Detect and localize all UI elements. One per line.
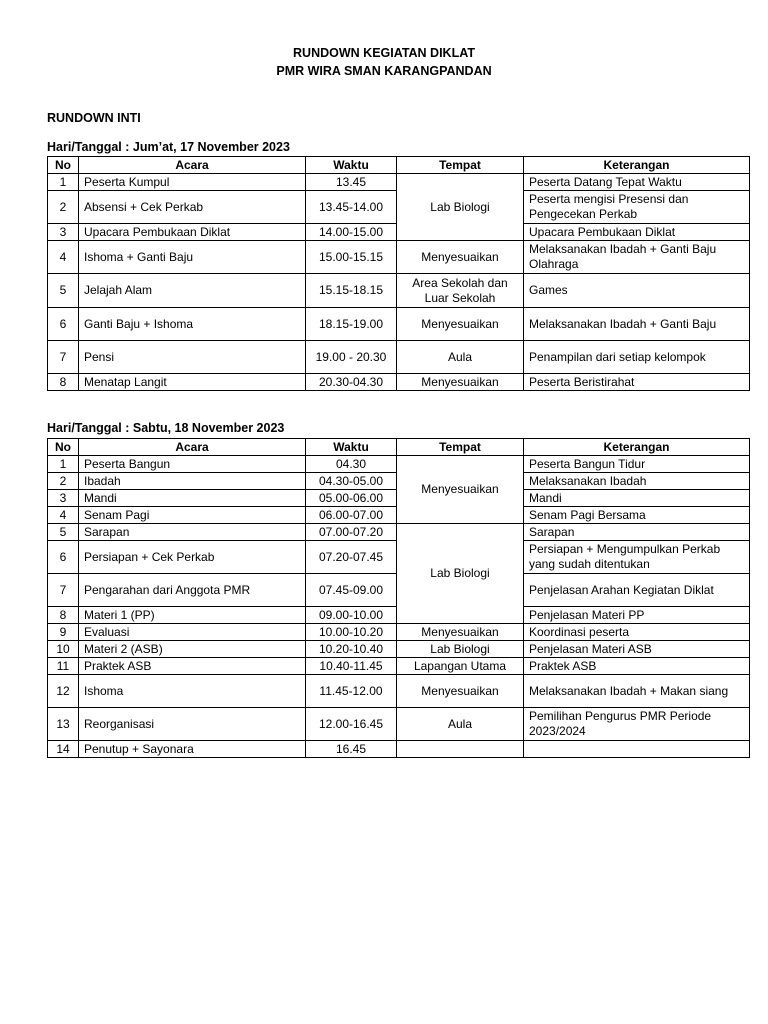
cell-keterangan: Senam Pagi Bersama bbox=[524, 507, 750, 524]
cell-waktu: 07.45-09.00 bbox=[306, 574, 397, 607]
cell-keterangan: Games bbox=[524, 274, 750, 308]
cell-tempat: Lab Biologi bbox=[397, 641, 524, 658]
cell-acara: Senam Pagi bbox=[79, 507, 306, 524]
cell-waktu: 13.45 bbox=[306, 174, 397, 191]
cell-no: 5 bbox=[48, 274, 79, 308]
cell-waktu: 10.00-10.20 bbox=[306, 624, 397, 641]
cell-acara: Ishoma bbox=[79, 675, 306, 708]
header-no: No bbox=[48, 157, 79, 174]
cell-waktu: 12.00-16.45 bbox=[306, 708, 397, 741]
cell-no: 2 bbox=[48, 191, 79, 224]
header-waktu: Waktu bbox=[306, 439, 397, 456]
cell-keterangan: Penjelasan Materi PP bbox=[524, 607, 750, 624]
cell-tempat: Menyesuaikan bbox=[397, 624, 524, 641]
cell-tempat: Aula bbox=[397, 341, 524, 374]
cell-acara: Peserta Bangun bbox=[79, 456, 306, 473]
cell-waktu: 06.00-07.00 bbox=[306, 507, 397, 524]
cell-keterangan: Peserta mengisi Presensi dan Pengecekan Perkab bbox=[524, 191, 750, 224]
table-row bbox=[48, 456, 750, 473]
cell-waktu: 16.45 bbox=[306, 741, 397, 758]
cell-keterangan: Melaksanakan Ibadah + Ganti Baju bbox=[524, 308, 750, 341]
day2-date-label: Hari/Tanggal : Sabtu, 18 November 2023 bbox=[47, 421, 285, 435]
cell-no: 6 bbox=[48, 308, 79, 341]
cell-tempat: Menyesuaikan bbox=[397, 374, 524, 391]
table-row bbox=[48, 658, 750, 675]
header-tempat: Tempat bbox=[397, 157, 524, 174]
day1-schedule-table bbox=[47, 156, 750, 391]
cell-acara: Menatap Langit bbox=[79, 374, 306, 391]
cell-tempat: Lab Biologi bbox=[397, 174, 524, 241]
header-keterangan: Keterangan bbox=[524, 439, 750, 456]
cell-waktu: 13.45-14.00 bbox=[306, 191, 397, 224]
cell-keterangan: Penjelasan Arahan Kegiatan Diklat bbox=[524, 574, 750, 607]
cell-no: 6 bbox=[48, 541, 79, 574]
document-title: RUNDOWN KEGIATAN DIKLAT bbox=[293, 46, 475, 60]
table-row bbox=[48, 675, 750, 708]
cell-keterangan: Sarapan bbox=[524, 524, 750, 541]
cell-tempat: Aula bbox=[397, 708, 524, 741]
cell-no: 9 bbox=[48, 624, 79, 641]
header-tempat: Tempat bbox=[397, 439, 524, 456]
cell-waktu: 19.00 - 20.30 bbox=[306, 341, 397, 374]
table-header-row bbox=[48, 157, 750, 174]
table-row bbox=[48, 241, 750, 274]
cell-no: 7 bbox=[48, 574, 79, 607]
cell-waktu: 05.00-06.00 bbox=[306, 490, 397, 507]
table-row bbox=[48, 174, 750, 191]
cell-keterangan: Mandi bbox=[524, 490, 750, 507]
cell-no: 14 bbox=[48, 741, 79, 758]
cell-acara: Evaluasi bbox=[79, 624, 306, 641]
day1-date-label: Hari/Tanggal : Jum’at, 17 November 2023 bbox=[47, 140, 290, 154]
cell-waktu: 07.20-07.45 bbox=[306, 541, 397, 574]
table-row bbox=[48, 341, 750, 374]
cell-acara: Sarapan bbox=[79, 524, 306, 541]
cell-acara: Materi 1 (PP) bbox=[79, 607, 306, 624]
document-subtitle: PMR WIRA SMAN KARANGPANDAN bbox=[276, 64, 492, 78]
table-row bbox=[48, 624, 750, 641]
header-acara: Acara bbox=[79, 439, 306, 456]
cell-waktu: 20.30-04.30 bbox=[306, 374, 397, 391]
header-no: No bbox=[48, 439, 79, 456]
cell-acara: Penutup + Sayonara bbox=[79, 741, 306, 758]
cell-waktu: 18.15-19.00 bbox=[306, 308, 397, 341]
cell-acara: Reorganisasi bbox=[79, 708, 306, 741]
cell-acara: Ishoma + Ganti Baju bbox=[79, 241, 306, 274]
header-keterangan: Keterangan bbox=[524, 157, 750, 174]
cell-waktu: 04.30 bbox=[306, 456, 397, 473]
cell-keterangan: Upacara Pembukaan Diklat bbox=[524, 224, 750, 241]
table-header-row bbox=[48, 439, 750, 456]
table-row bbox=[48, 524, 750, 541]
cell-keterangan: Melaksanakan Ibadah + Ganti Baju Olahraga bbox=[524, 241, 750, 274]
cell-tempat: Menyesuaikan bbox=[397, 675, 524, 708]
table-row bbox=[48, 708, 750, 741]
cell-waktu: 04.30-05.00 bbox=[306, 473, 397, 490]
cell-acara: Pensi bbox=[79, 341, 306, 374]
cell-keterangan: Melaksanakan Ibadah bbox=[524, 473, 750, 490]
cell-no: 12 bbox=[48, 675, 79, 708]
cell-keterangan: Melaksanakan Ibadah + Makan siang bbox=[524, 675, 750, 708]
cell-no: 10 bbox=[48, 641, 79, 658]
cell-tempat: Menyesuaikan bbox=[397, 456, 524, 524]
section-heading: RUNDOWN INTI bbox=[47, 111, 141, 125]
cell-keterangan: Praktek ASB bbox=[524, 658, 750, 675]
cell-waktu: 15.15-18.15 bbox=[306, 274, 397, 308]
cell-acara: Pengarahan dari Anggota PMR bbox=[79, 574, 306, 607]
cell-no: 13 bbox=[48, 708, 79, 741]
cell-no: 5 bbox=[48, 524, 79, 541]
cell-acara: Ibadah bbox=[79, 473, 306, 490]
cell-waktu: 09.00-10.00 bbox=[306, 607, 397, 624]
cell-no: 3 bbox=[48, 490, 79, 507]
cell-no: 3 bbox=[48, 224, 79, 241]
cell-waktu: 10.20-10.40 bbox=[306, 641, 397, 658]
cell-tempat: Lapangan Utama bbox=[397, 658, 524, 675]
cell-acara: Upacara Pembukaan Diklat bbox=[79, 224, 306, 241]
cell-no: 2 bbox=[48, 473, 79, 490]
cell-keterangan bbox=[524, 741, 750, 758]
cell-keterangan: Peserta Beristirahat bbox=[524, 374, 750, 391]
cell-acara: Materi 2 (ASB) bbox=[79, 641, 306, 658]
cell-no: 7 bbox=[48, 341, 79, 374]
cell-acara: Ganti Baju + Ishoma bbox=[79, 308, 306, 341]
cell-no: 8 bbox=[48, 607, 79, 624]
header-acara: Acara bbox=[79, 157, 306, 174]
cell-acara: Absensi + Cek Perkab bbox=[79, 191, 306, 224]
table-row bbox=[48, 641, 750, 658]
cell-acara: Persiapan + Cek Perkab bbox=[79, 541, 306, 574]
table-row bbox=[48, 308, 750, 341]
cell-acara: Peserta Kumpul bbox=[79, 174, 306, 191]
cell-tempat bbox=[397, 741, 524, 758]
cell-acara: Mandi bbox=[79, 490, 306, 507]
cell-waktu: 11.45-12.00 bbox=[306, 675, 397, 708]
day2-schedule-table bbox=[47, 438, 750, 758]
table-row bbox=[48, 741, 750, 758]
cell-acara: Praktek ASB bbox=[79, 658, 306, 675]
table-row bbox=[48, 274, 750, 308]
cell-acara: Jelajah Alam bbox=[79, 274, 306, 308]
cell-waktu: 14.00-15.00 bbox=[306, 224, 397, 241]
cell-keterangan: Peserta Datang Tepat Waktu bbox=[524, 174, 750, 191]
cell-keterangan: Penjelasan Materi ASB bbox=[524, 641, 750, 658]
cell-keterangan: Penampilan dari setiap kelompok bbox=[524, 341, 750, 374]
cell-no: 1 bbox=[48, 456, 79, 473]
header-waktu: Waktu bbox=[306, 157, 397, 174]
table-row bbox=[48, 374, 750, 391]
cell-no: 4 bbox=[48, 241, 79, 274]
cell-tempat: Area Sekolah dan Luar Sekolah bbox=[397, 274, 524, 308]
cell-no: 11 bbox=[48, 658, 79, 675]
cell-keterangan: Pemilihan Pengurus PMR Periode 2023/2024 bbox=[524, 708, 750, 741]
cell-waktu: 15.00-15.15 bbox=[306, 241, 397, 274]
cell-keterangan: Koordinasi peserta bbox=[524, 624, 750, 641]
cell-keterangan: Peserta Bangun Tidur bbox=[524, 456, 750, 473]
cell-waktu: 10.40-11.45 bbox=[306, 658, 397, 675]
cell-keterangan: Persiapan + Mengumpulkan Perkab yang sudah ditentukan bbox=[524, 541, 750, 574]
cell-no: 4 bbox=[48, 507, 79, 524]
cell-waktu: 07.00-07.20 bbox=[306, 524, 397, 541]
cell-no: 1 bbox=[48, 174, 79, 191]
cell-tempat: Menyesuaikan bbox=[397, 308, 524, 341]
cell-tempat: Menyesuaikan bbox=[397, 241, 524, 274]
cell-tempat: Lab Biologi bbox=[397, 524, 524, 624]
cell-no: 8 bbox=[48, 374, 79, 391]
